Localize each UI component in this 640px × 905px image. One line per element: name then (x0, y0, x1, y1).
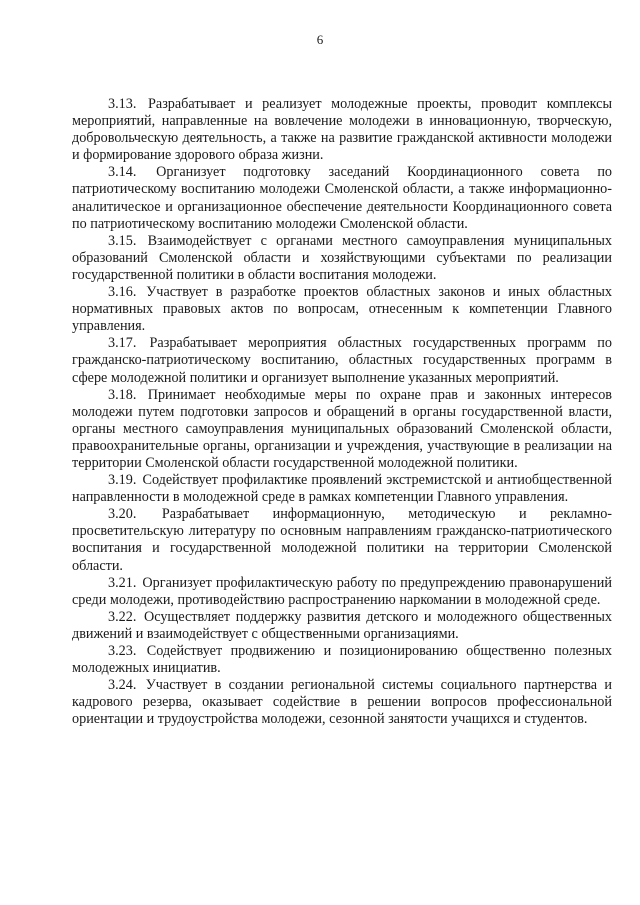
paragraph-3-23 (72, 643, 612, 677)
document-body (72, 96, 612, 728)
paragraph-3-15 (72, 233, 612, 284)
paragraph-number: 3.21. (108, 574, 137, 591)
paragraph-3-18 (72, 387, 612, 472)
paragraph-3-20 (72, 506, 612, 574)
paragraph-number: 3.16. (108, 284, 137, 301)
paragraph-text: Взаимодействует с органами местного самоуправления муниципальных образований Смоленской области и хозяйствующими субъектами по реализации государственной политики в области воспитания молодежи. (72, 232, 613, 283)
paragraph-text: Осуществляет поддержку развития детского и молодежного общественных движений и взаимодействует с общественными организациями. (72, 608, 612, 642)
paragraph-3-24 (72, 677, 612, 728)
paragraph-3-22 (72, 609, 612, 643)
paragraph-3-13 (72, 96, 612, 164)
paragraph-number: 3.15. (108, 232, 137, 249)
paragraph-number: 3.24. (108, 677, 137, 694)
paragraph-number: 3.17. (108, 335, 137, 352)
paragraph-3-14 (72, 164, 612, 232)
paragraph-text: Принимает необходимые меры по охране прав и законных интересов молодежи путем подготовки запросов и обращений в органы государственной власти, органы местного самоуправления муниципальных образований Смоленской области, правоохранительные органы, организации и учреждения, участвующие в реализации на территории Смоленской области государственной молодежной политики. (72, 386, 613, 471)
paragraph-text: Организует подготовку заседаний Координационного совета по патриотическому воспитанию молодежи Смоленской области, а также информационно-аналитическое и организационное обеспечение деятельности Координационного совета по патриотическому воспитанию молодежи Смоленской области. (72, 164, 613, 232)
paragraph-text: Организует профилактическую работу по предупреждению правонарушений среди молодежи, противодействию распространению наркомании в молодежной среде. (72, 574, 612, 608)
paragraph-number: 3.20. (108, 506, 137, 523)
paragraph-3-16 (72, 284, 612, 335)
paragraph-3-17 (72, 335, 612, 386)
paragraph-3-19 (72, 472, 612, 506)
paragraph-number: 3.18. (108, 386, 137, 403)
paragraph-text: Разрабатывает информационную, методическую и рекламно-просветительскую литературу по основным направлениям гражданско-патриотического воспитания и государственной молодежной политики на территории Смоленской области. (72, 506, 613, 574)
paragraph-text: Содействует продвижению и позиционированию общественно полезных молодежных инициатив. (72, 643, 612, 677)
paragraph-text: Разрабатывает и реализует молодежные проекты, проводит комплексы мероприятий, направленные на вовлечение молодежи в инновационную, творческую, добровольческую деятельность, а также на развитие гражданской активности молодежи и формирование здорового образа жизни. (72, 96, 613, 164)
paragraph-number: 3.14. (108, 164, 137, 181)
paragraph-text: Участвует в разработке проектов областных законов и иных областных нормативных правовых актов по вопросам, отнесенным к компетенции Главного управления. (72, 284, 612, 335)
paragraph-number: 3.19. (108, 472, 137, 489)
paragraph-text: Участвует в создании региональной системы социального партнерства и кадрового резерва, оказывает содействие в решении вопросов профессиональной ориентации и трудоустройства молодежи, сезонной занятости учащихся и студентов. (72, 677, 612, 728)
paragraph-text: Разрабатывает мероприятия областных государственных программ по гражданско-патриотическому воспитанию, областных государственных программ в сфере молодежной политики и организует выполнение указанных мероприятий. (72, 335, 612, 386)
page-number: 6 (316, 32, 324, 47)
paragraph-number: 3.23. (108, 643, 137, 659)
paragraph-number: 3.13. (108, 96, 137, 112)
paragraph-3-21 (72, 575, 612, 609)
paragraph-text: Содействует профилактике проявлений экстремистской и антиобщественной направленности в молодежной среде в рамках компетенции Главного управления. (72, 472, 612, 506)
paragraph-number: 3.22. (108, 608, 137, 625)
